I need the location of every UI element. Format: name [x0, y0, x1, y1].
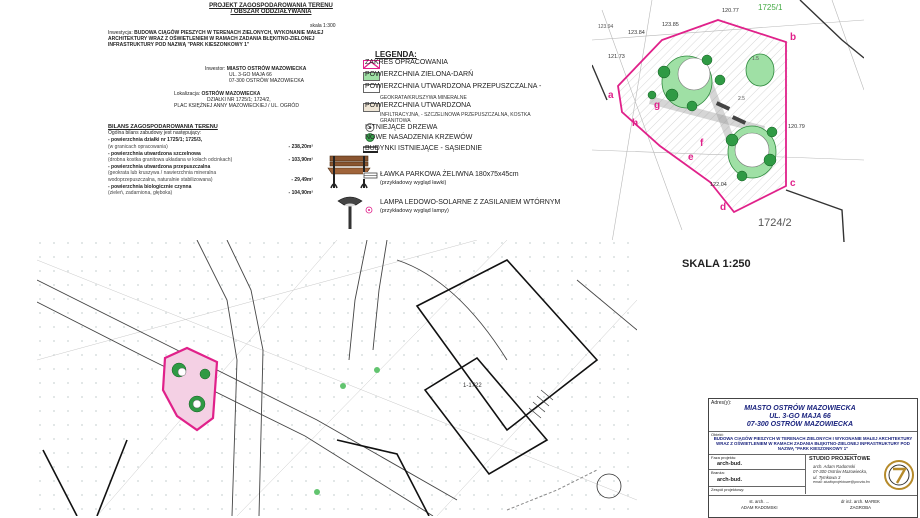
lamp-sub: (przykładowy wygląd lampy) [380, 208, 449, 214]
legend-sub-2: GEOKRATA/KRUSZYWA MINERALNE [380, 95, 467, 101]
balance-item-sub: (w granicach opracowania) [108, 143, 168, 150]
tb-client [709, 405, 891, 429]
project-title [196, 3, 346, 15]
svg-text:1.5: 1.5 [752, 56, 759, 62]
tb-phase-value: arch-bud. [717, 461, 743, 467]
investor-addr2: 07-300 OSTRÓW MAZOWIECKA [229, 78, 305, 85]
legend-sub-3: INFILTRACYJNA, - SZCZELINOWA PRZEPUSZCZALNA, KOSTKA GRANITOWA [380, 112, 531, 124]
tb-object-label: Obiekt: [711, 432, 724, 437]
detail-scale-label: SKALA 1:250 [682, 258, 751, 270]
tb-branch-label: Branża: [711, 470, 725, 475]
project-scale: skala 1:300 [310, 23, 336, 29]
tb-studio-person: arch. Adam Radomski [813, 464, 856, 469]
point-d: d [720, 202, 727, 213]
balance-item [108, 164, 313, 183]
plot-label-detail: 1724/2 [758, 217, 792, 229]
balance-item [108, 137, 313, 149]
balance-item [108, 151, 313, 163]
svg-text:123.94: 123.94 [598, 24, 614, 30]
legend-swatch-lamp [363, 207, 378, 214]
balance-items [108, 137, 313, 196]
location-name: OSTRÓW MAZOWIECKA [201, 91, 261, 97]
elev-2: 123.85 [662, 22, 679, 28]
project-title-line2: / OBSZAR ODDZIAŁYWANIA [230, 9, 312, 15]
investor-name: MIASTO OSTRÓW MAZOWIECKA [226, 66, 307, 72]
legend-title: LEGENDA: [375, 50, 417, 59]
site-map [37, 240, 637, 516]
point-f: f [700, 138, 704, 149]
lamp-icon [336, 193, 364, 231]
elev-5: 120.79 [788, 124, 805, 130]
tb-studio-addr1: 07-300 Ostrów Mazowiecka, [813, 469, 868, 475]
studio-logo [883, 459, 915, 491]
location-place: PLAC KSIĘŻNEJ ANNY MAZOWIECKIEJ / UL. OGRÓD [174, 103, 299, 110]
tb-top-label: Adres(y): [711, 400, 732, 406]
tb-branch-value: arch-bud. [717, 477, 743, 483]
tb-designer2-name: ZAGROBA [849, 505, 871, 511]
tb-studio-name: STUDIO PROJEKTOWE [809, 456, 871, 462]
tb-designer2 [841, 499, 880, 511]
legend-label-2: POWIERZCHNIA UTWARDZONA PRZEPUSZCZALNA - [365, 83, 542, 90]
investment-block [108, 30, 338, 49]
svg-text:2.5: 2.5 [738, 96, 745, 102]
balance-item-label: - powierzchnia utwardzona szczelnowa [108, 150, 201, 157]
tb-designer1-title: st. arch. ... [749, 499, 770, 504]
elev-6: 121.73 [608, 54, 625, 60]
elev-3: 120.77 [722, 8, 739, 14]
legend-label-4: ISTNIEJĄCE DRZEWA [365, 124, 438, 131]
location-block [174, 91, 344, 110]
location-plots: DZIAŁKI NR 1725/1; 1724/2, [207, 97, 271, 104]
investor-block [205, 66, 335, 85]
balance-item-value: - 104,90m² [288, 190, 313, 197]
tb-designer1-name: ADAM RADOMSKI [741, 505, 778, 511]
tb-designer1 [741, 499, 778, 511]
investment-text: BUDOWA CIĄGÓW PIESZYCH W TERENACH ZIELONYCH, WYKONANIE MAŁEJ ARCHITEKTURY WRAZ Z OŚWIETLENIEM W RAMACH ZADANIA BŁĘKITNO-ZIELONEJ INFRASTRUKTURY POD NAZWĄ "PARK KIESZONKOWY 1" [108, 30, 324, 49]
legend-label-5: NOWE NASADZENIA KRZEWÓW [365, 134, 473, 141]
balance-item-value: - 238,20m² [288, 143, 313, 150]
balance-title: BILANS ZAGOSPODAROWANIA TERENU [108, 124, 218, 130]
detail-plan [592, 0, 864, 242]
lamp-label: LAMPA LEDOWO-SOLARNE Z ZASILANIEM WTÓRNYM [380, 199, 561, 206]
point-a: a [608, 90, 614, 101]
point-g: g [654, 100, 661, 111]
project-title-line1: PROJEKT ZAGOSPODAROWANIA TERENU [209, 3, 333, 9]
balance-item-sub: (drobna kostka granitowa układana w kołach odcinkach) [108, 157, 233, 164]
balance-item-label: - powierzchnia utwardzona przepuszczalna [108, 164, 211, 171]
tb-studio-mail: email: studioprojektowe@poczta.fm [813, 480, 870, 485]
point-h: h [632, 118, 639, 129]
balance-intro: Ogólna bilans zabudowy jest następujący: [108, 130, 202, 137]
tb-client-line1: MIASTO OSTRÓW MAZOWIECKA [744, 405, 856, 412]
investment-label: Inwestycja: [108, 30, 133, 36]
point-e: e [688, 152, 694, 163]
legend-label-6: BUDYNKI ISTNIEJĄCE - SĄSIEDNIE [365, 145, 483, 152]
point-b: b [790, 32, 797, 43]
legend-swatch-bench [363, 172, 378, 179]
legend-label-3: POWIERZCHNIA UTWARDZONA [365, 102, 471, 109]
bench-label: ŁAWKA PARKOWA ŻELIWNA 180x75x45cm [380, 171, 519, 178]
investor-addr1: UL. 3-GO MAJA 66 [229, 72, 272, 79]
balance-item [108, 184, 313, 196]
balance-item-value: - 29,49m² [291, 176, 313, 183]
tb-studio-addr2: ul. Tymkowa 3 [813, 474, 841, 480]
location-label: Lokalizacja: [174, 91, 201, 97]
balance-item-label: - powierzchnia biologicznie czynna [108, 183, 192, 190]
tb-phase-label: Faza projektu: [711, 455, 737, 460]
balance-item-value: - 103,90m² [288, 157, 313, 164]
tb-studio-info [813, 464, 870, 486]
tb-object-text: BUDOWA CIĄGÓW PIESZYCH W TERENACH ZIELONYCH I WYKONANIE MAŁEJ ARCHITEKTURY WRAZ Z OŚWIETLENIEM W RAMACH ZADANIA BŁĘKITNO-ZIELONEJ INFRASTRUKTURY POD NAZWĄ "PARK KIESZONKOWY 1" [713, 436, 913, 452]
tb-team-label: Zespół projektowy: [711, 487, 745, 492]
balance-item-sub: (zieleń, zadarniona, głęboka) [108, 190, 173, 197]
balance-block [108, 124, 313, 196]
elev-1: 123.84 [628, 30, 645, 36]
title-block [708, 398, 918, 518]
legend-label-0: ZAKRES OPRACOWANIA [365, 59, 448, 66]
bench-sub: (przykładowy wygląd ławki) [380, 180, 447, 186]
tb-client-line3: 07-300 OSTRÓW MAZOWIECKA [746, 421, 854, 428]
balance-item-label: - powierzchnia działki nr 1725/1; 1725/3, [108, 137, 203, 144]
balance-item-sub: (geokrata lub kruszywa / nawierzchnia mineralna wodoprzepuszczalna, naturalnie stabilizowana) [108, 170, 217, 183]
plot-label-detail-2: 1725/1 [758, 3, 783, 12]
tb-designer2-title: dr inż. arch. MAREK [841, 499, 880, 504]
investor-label: Inwestor: [205, 66, 226, 72]
plot-label-map: 1-1722 [463, 383, 482, 389]
elev-4: 122.04 [710, 182, 727, 188]
tb-client-line2: UL. 3-GO MAJA 66 [769, 413, 831, 420]
legend-label-1: POWIERZCHNIA ZIELONA-DARŃ [365, 71, 474, 78]
point-c: c [790, 178, 796, 189]
